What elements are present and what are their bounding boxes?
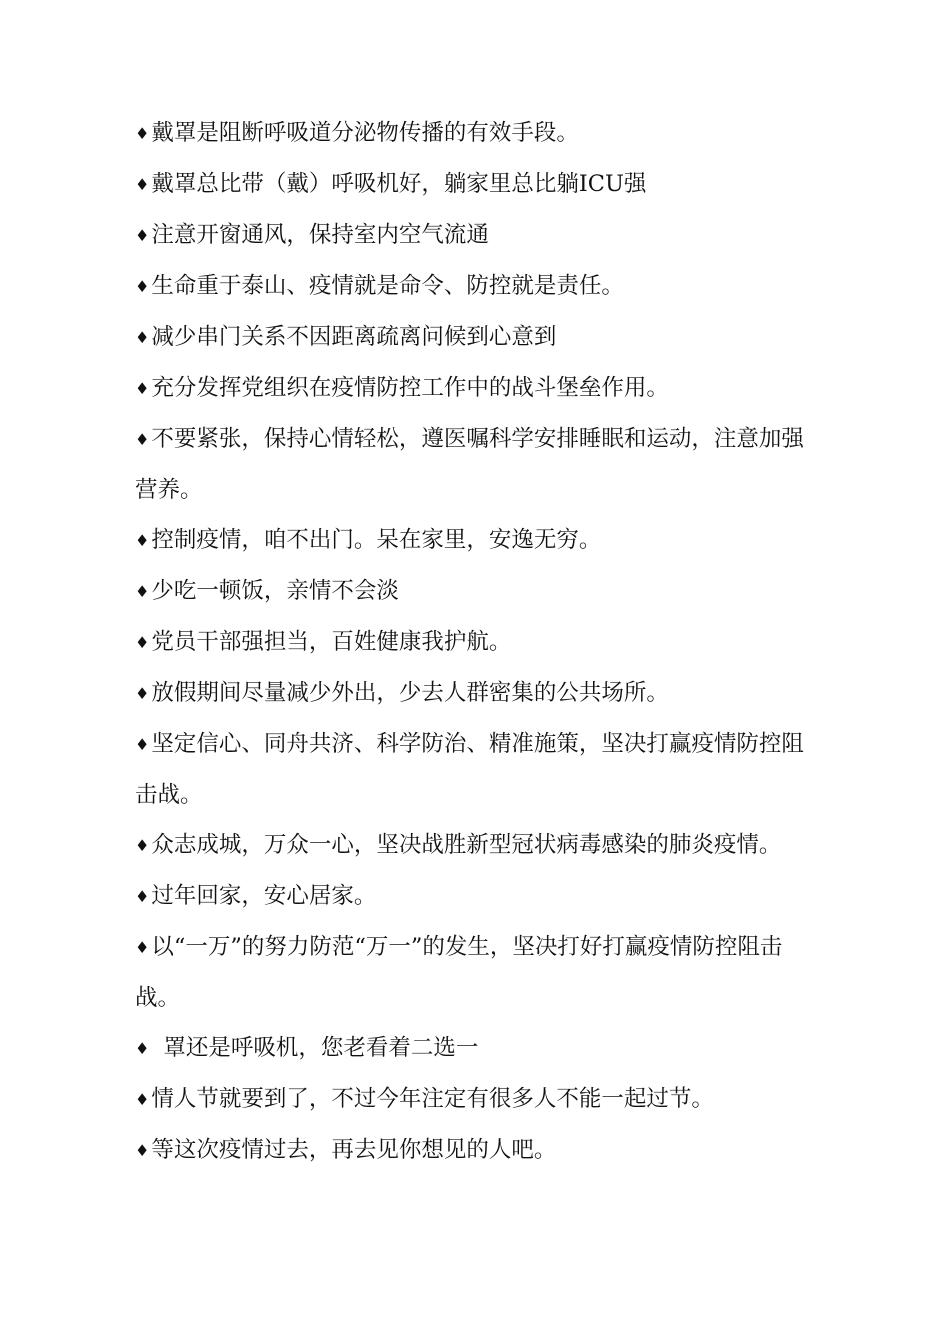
diamond-bullet-icon: ♦: [135, 684, 150, 703]
list-item-text: 党员干部强担当，百姓健康我护航。: [151, 629, 512, 655]
diamond-bullet-icon: ♦: [135, 124, 150, 143]
diamond-bullet-icon: ♦: [135, 277, 150, 296]
list-item: [135, 820, 815, 871]
list-item-text: 充分发挥党组织在疫情防控工作中的战斗堡垒作用。: [151, 375, 669, 401]
list-item-text: 注意开窗通风，保持室内空气流通: [151, 222, 489, 248]
list-item-text: 众志成城，万众一心，坚决战胜新型冠状病毒感染的肺炎疫情。: [151, 832, 782, 858]
list-item: [135, 1125, 815, 1176]
list-item: [135, 108, 815, 159]
list-item: [135, 210, 815, 261]
list-item: [135, 312, 815, 363]
diamond-bullet-icon: ♦: [135, 1141, 150, 1160]
list-item: [135, 363, 815, 414]
diamond-bullet-icon: ♦: [135, 430, 150, 449]
diamond-bullet-icon: ♦: [135, 226, 150, 245]
list-item: [135, 261, 815, 312]
list-item: [135, 515, 815, 566]
list-item-text: 少吃一顿饭，亲情不会淡: [151, 578, 399, 604]
list-item: [135, 1074, 815, 1125]
list-item-text: 坚定信心、同舟共济、科学防治、精准施策，坚决打赢疫情防控阻击战。: [135, 731, 804, 808]
list-item-text: 戴罩是阻断呼吸道分泌物传播的有效手段。: [151, 120, 579, 146]
diamond-bullet-icon: ♦: [135, 633, 150, 652]
list-item: [135, 159, 815, 210]
list-item: [135, 617, 815, 668]
diamond-bullet-icon: ♦: [135, 175, 150, 194]
diamond-bullet-icon: ♦: [135, 1090, 150, 1109]
diamond-bullet-icon: ♦: [135, 735, 150, 754]
diamond-bullet-icon: ♦: [135, 1039, 150, 1058]
list-item-text: 等这次疫情过去，再去见你想见的人吧。: [151, 1137, 557, 1163]
list-item-text: 控制疫情，咱不出门。呆在家里，安逸无穷。: [151, 527, 602, 553]
slogan-list: [135, 108, 815, 1176]
list-item-text: 过年回家，安心居家。: [151, 883, 377, 909]
list-item-text: 不要紧张，保持心情轻松，遵医嘱科学安排睡眠和运动，注意加强营养。: [135, 426, 804, 503]
diamond-bullet-icon: ♦: [135, 379, 150, 398]
list-item: [135, 668, 815, 719]
list-item: [135, 566, 815, 617]
list-item-text: 情人节就要到了，不过今年注定有很多人不能一起过节。: [151, 1086, 714, 1112]
list-item: [135, 414, 815, 515]
list-item: [135, 719, 815, 820]
diamond-bullet-icon: ♦: [135, 328, 150, 347]
diamond-bullet-icon: ♦: [135, 887, 150, 906]
list-item-text: 以“一万”的努力防范“万一”的发生，坚决打好打赢疫情防控阻击战。: [135, 934, 783, 1011]
list-item-text: 放假期间尽量减少外出，少去人群密集的公共场所。: [151, 680, 669, 706]
diamond-bullet-icon: ♦: [135, 582, 150, 601]
list-item-text: 戴罩总比带（戴）呼吸机好，躺家里总比躺ICU强: [151, 171, 647, 197]
list-item-text: 生命重于泰山、疫情就是命令、防控就是责任。: [151, 273, 624, 299]
list-item: [135, 871, 815, 922]
list-item-text: 罩还是呼吸机，您老看着二选一: [163, 1035, 479, 1061]
list-item: [135, 922, 815, 1023]
diamond-bullet-icon: ♦: [135, 836, 150, 855]
diamond-bullet-icon: ♦: [135, 938, 150, 957]
diamond-bullet-icon: ♦: [135, 531, 150, 550]
list-item-text: 减少串门关系不因距离疏离问候到心意到: [151, 324, 557, 350]
list-item: [135, 1023, 815, 1074]
